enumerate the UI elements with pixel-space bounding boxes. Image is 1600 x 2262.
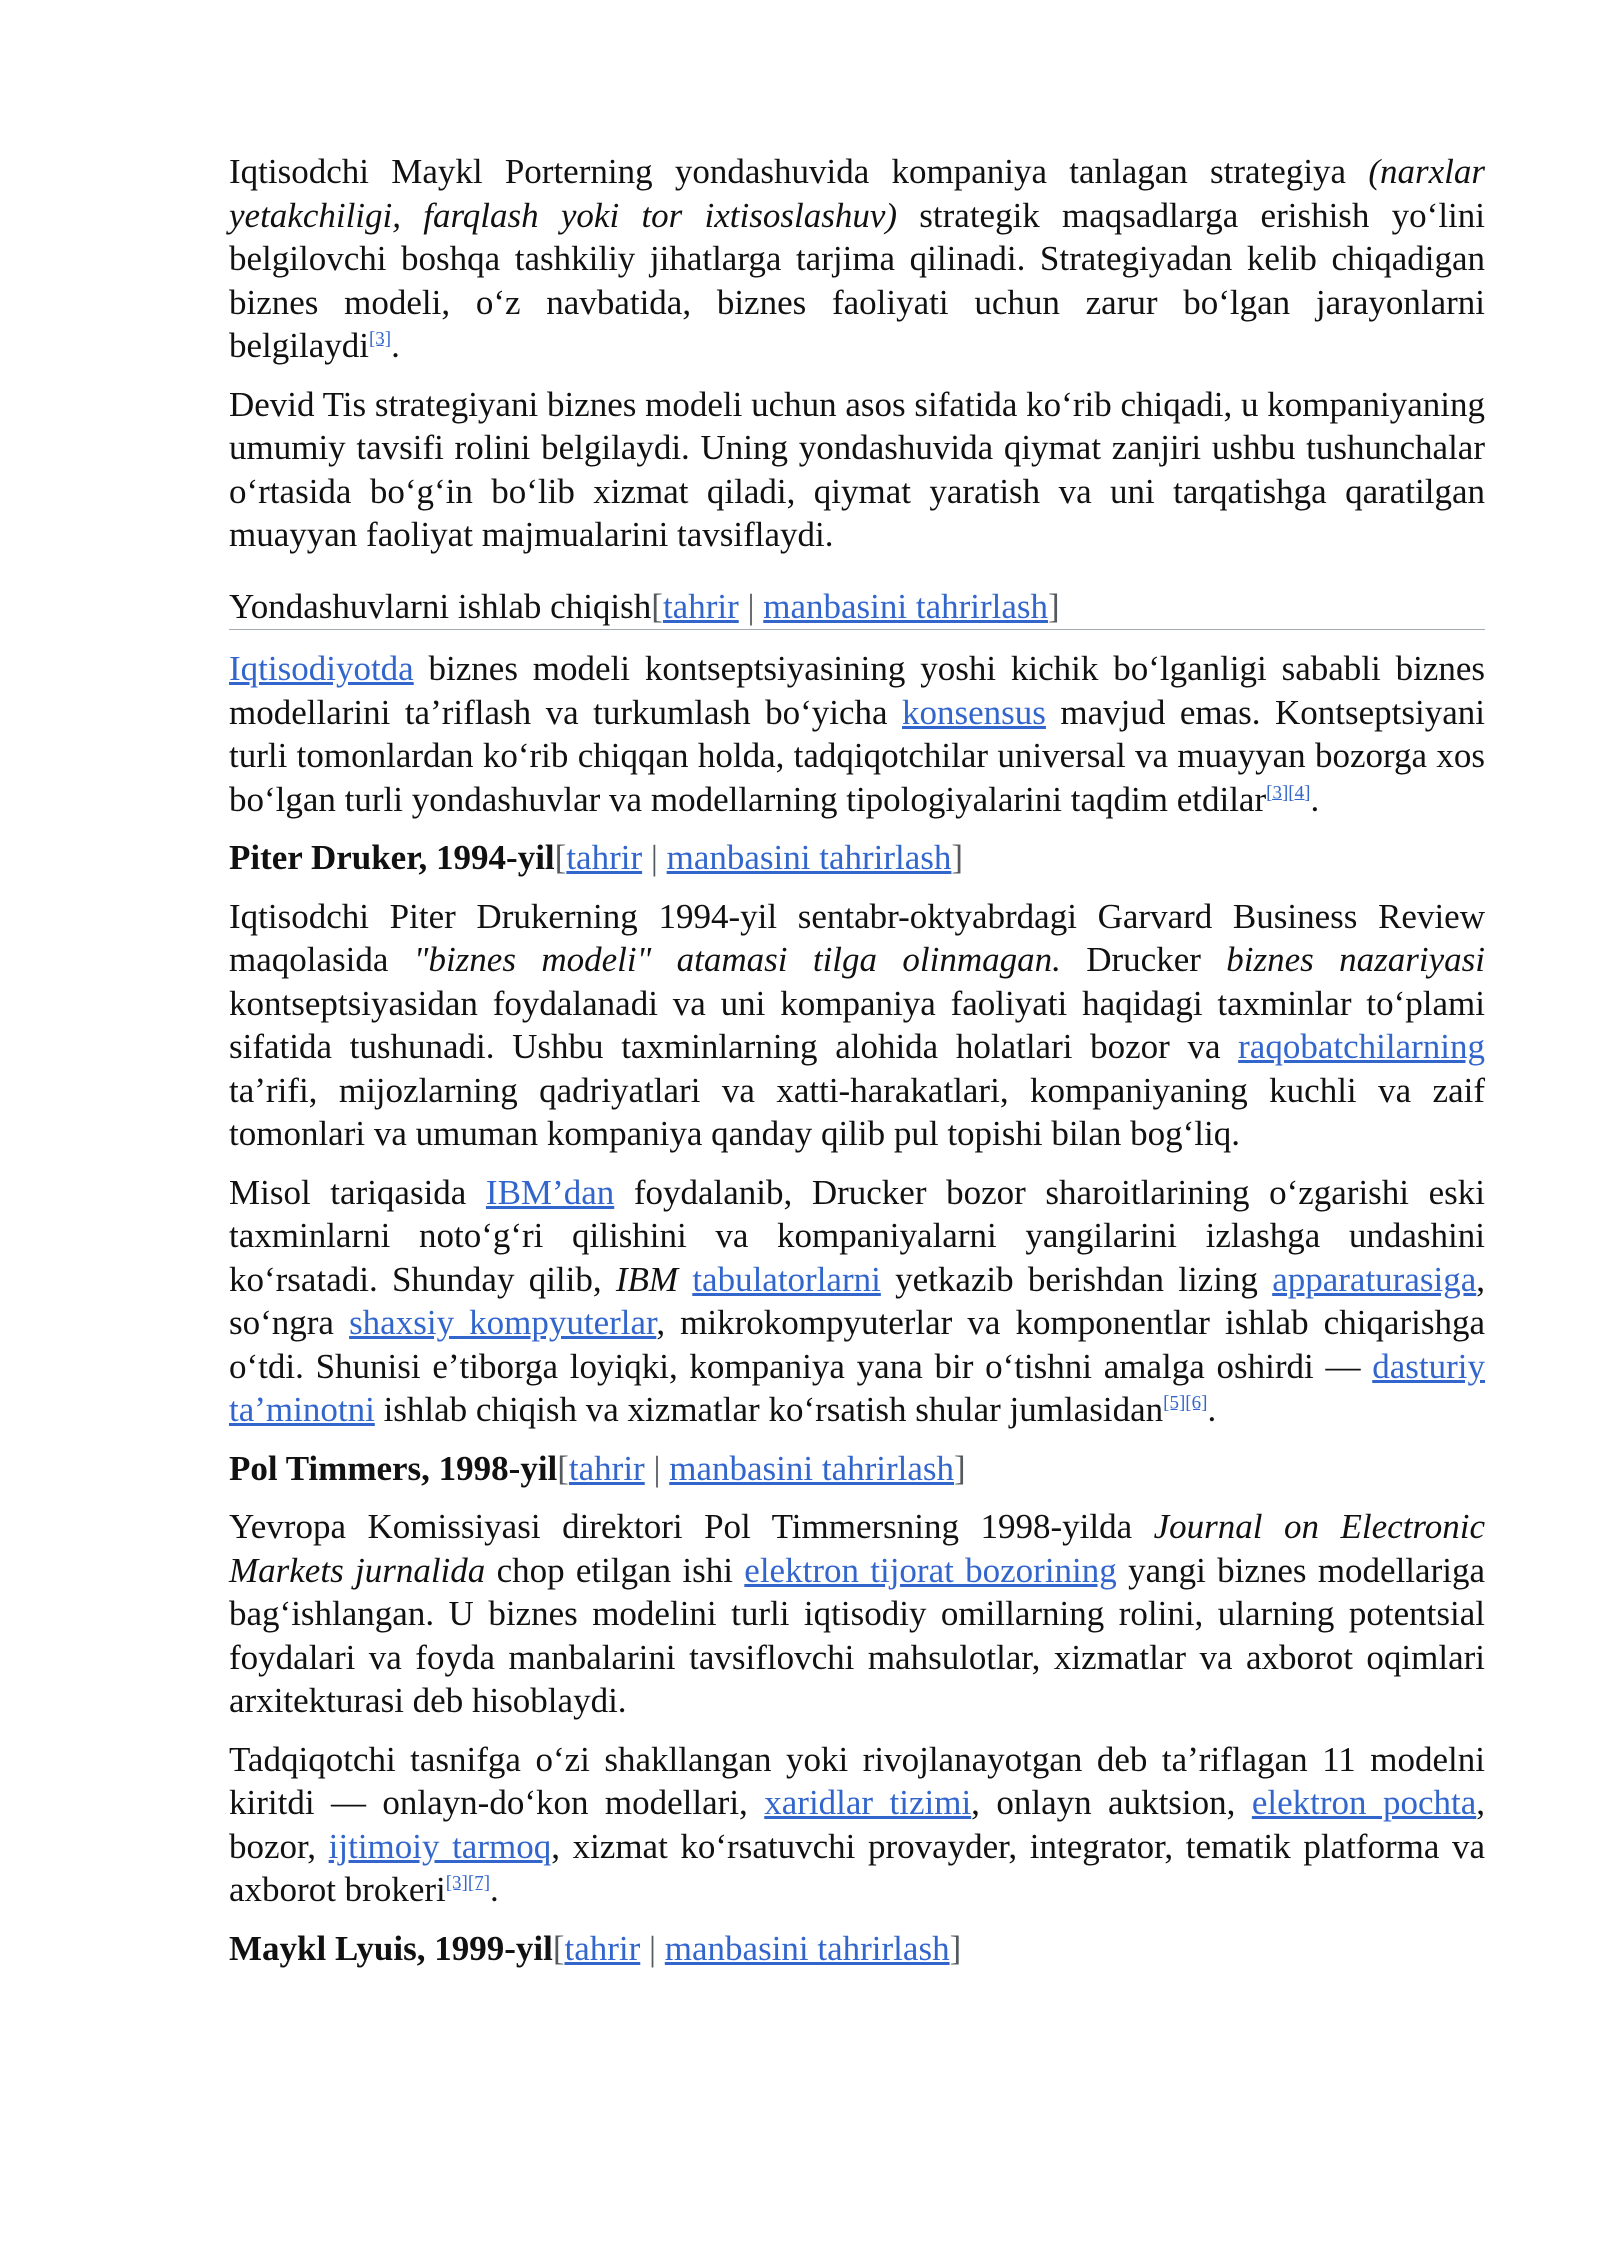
reference-3 <box>1266 782 1288 803</box>
edit-source-link[interactable]: manbasini tahrirlash <box>666 838 952 877</box>
reference-link[interactable]: [7] <box>467 1872 491 1894</box>
paragraph-drucker-1 <box>229 895 1485 1156</box>
link-shaxsiy-kompyuterlar[interactable]: shaxsiy kompyuterlar <box>349 1303 657 1342</box>
subsection-heading-timmers <box>229 1447 1485 1491</box>
reference-6 <box>1185 1392 1207 1413</box>
link-iqtisodiyotda[interactable]: Iqtisodiyotda <box>229 649 414 688</box>
link-raqobatchilarning[interactable]: raqobatchilarning <box>1238 1027 1485 1066</box>
heading-title: Pol Timmers, 1998-yil <box>229 1448 558 1488</box>
link-tabulatorlarni[interactable]: tabulatorlarni <box>692 1259 881 1299</box>
link-elektron-pochta[interactable]: elektron pochta <box>1251 1783 1477 1822</box>
italic-text: biznes nazariyasi <box>1226 940 1485 979</box>
link-xaridlar-tizimi[interactable]: xaridlar tizimi <box>764 1783 972 1822</box>
link-ijtimoiy-tarmoq[interactable]: ijtimoiy tarmoq <box>328 1826 552 1866</box>
text: . <box>391 326 400 365</box>
reference-link[interactable]: [3] <box>1266 781 1289 803</box>
subsection-heading-drucker <box>229 836 1485 880</box>
edit-section-links: [tahrir | manbasini tahrirlash] <box>552 1928 962 1968</box>
edit-link[interactable]: tahrir <box>564 1928 641 1968</box>
heading-title: Yondashuvlarni ishlab chiqish <box>229 586 652 626</box>
text: . <box>1207 1390 1217 1429</box>
paragraph-drucker-2 <box>229 1171 1485 1432</box>
text: Tadqiqotchi tasnifga oʻzi shakllangan yoki rivojlanayotgan deb taʼriflagan 11 modelni kiritdi — onlayn-doʻkon modellari, <box>229 1739 1485 1822</box>
link-apparaturasiga[interactable]: apparaturasiga <box>1272 1259 1477 1299</box>
text: mavjud emas. Kontseptsiyani turli tomonlardan koʻrib chiqqan holda, tadqiqotchilar universal va muayyan bozorga xos boʻlgan turli yondashuvlar va modellarning tipologiyalarini taqdim etdilar <box>229 692 1485 819</box>
text: kontseptsiyasidan foydalanadi va uni kompaniya faoliyati haqidagi taxminlar toʻplami sifatida tushunadi. Ushbu taxminlarning alohida holatlari bozor va <box>229 983 1485 1066</box>
text: , xizmat koʻrsatuvchi provayder, integrator, tematik platforma va axborot brokeri <box>229 1826 1485 1909</box>
reference-link[interactable]: [6] <box>1185 1392 1208 1414</box>
italic-text: (narxlar yetakchiligi, farqlash yoki tor ixtisoslashuv) <box>229 152 1485 235</box>
text: yangi biznes modellariga bagʻishlangan. U biznes modelini turli iqtisodiy omillarning rolini, ularning potentsial foydalari va foyda manbalarini tavsiflovchi mahsulotlar, xizmatlar va axborot oqimlari arxitekturasi deb hisoblaydi. <box>229 1550 1485 1720</box>
text: Iqtisodchi Piter Drukerning 1994-yil sentabr-oktyabrdagi Garvard Business Review maqolasida <box>229 896 1485 979</box>
reference-link[interactable]: [3] <box>368 328 392 350</box>
paragraph-teece <box>229 383 1485 557</box>
text: strategik maqsadlarga erishish yoʻlini belgilovchi boshqa tashkiliy jihatlarga tarjima qilinadi. Strategiyadan kelib chiqadigan biznes modeli, oʻz navbatida, biznes faoliyati uchun zarur boʻlgan jarayonlarni belgilaydi <box>229 195 1485 365</box>
edit-link[interactable]: tahrir <box>568 1448 645 1488</box>
paragraph-approaches <box>229 647 1485 821</box>
text: ishlab chiqish va xizmatlar koʻrsatish shular jumlasidan <box>374 1390 1164 1429</box>
link-elektron-tijorat-bozorining[interactable]: elektron tijorat bozorining <box>744 1550 1117 1590</box>
reference-link[interactable]: [3] <box>445 1872 468 1894</box>
subsection-heading-lewis <box>229 1927 1485 1971</box>
edit-section-links: [tahrir | manbasini tahrirlash] <box>554 838 964 877</box>
heading-title: Maykl Lyuis, 1999-yil <box>229 1928 553 1968</box>
reference-3 <box>446 1872 468 1893</box>
link-konsensus[interactable]: konsensus <box>902 692 1046 732</box>
text: , bozor, <box>229 1783 1485 1866</box>
edit-source-link[interactable]: manbasini tahrirlash <box>664 1928 950 1968</box>
italic-text: "biznes modeli" atamasi tilga olinmagan. <box>413 940 1061 979</box>
text: , soʻngra <box>229 1259 1485 1342</box>
text: , onlayn auktsion, <box>971 1783 1252 1822</box>
paragraph-porter <box>229 150 1485 368</box>
italic-text: Journal on Electronic Markets jurnalida <box>229 1507 1485 1590</box>
paragraph-timmers-1 <box>229 1505 1485 1723</box>
edit-source-link[interactable]: manbasini tahrirlash <box>763 586 1049 626</box>
edit-link[interactable]: tahrir <box>566 838 643 877</box>
edit-link[interactable]: tahrir <box>662 586 739 626</box>
edit-section-links: [tahrir | manbasini tahrirlash] <box>557 1448 966 1488</box>
reference-link[interactable]: [5] <box>1163 1392 1186 1414</box>
italic-text: IBM <box>615 1259 679 1299</box>
text: Iqtisodchi Maykl Porterning yondashuvida kompaniya tanlagan strategiya <box>229 152 1369 191</box>
text: Drucker <box>1060 940 1227 979</box>
reference-7 <box>468 1872 490 1893</box>
text: Yevropa Komissiyasi direktori Pol Timmersning 1998-yilda <box>229 1507 1154 1546</box>
edit-source-link[interactable]: manbasini tahrirlash <box>669 1448 955 1488</box>
text: Devid Tis strategiyani biznes modeli uchun asos sifatida koʻrib chiqadi, u kompaniyaning umumiy tavsifi rolini belgilaydi. Uning yondashuvida qiymat zanjiri ushbu tushunchalar oʻrtasida boʻgʻin boʻlib xizmat qiladi, qiymat yaratish va uni tarqatishga qaratilgan muayyan faoliyat majmualarini tavsiflaydi. <box>229 384 1485 554</box>
reference-5 <box>1163 1392 1185 1413</box>
link-dasturiy-taminotni[interactable]: dasturiy taʼminotni <box>229 1346 1485 1429</box>
article-body <box>229 150 1485 1985</box>
text: foydalanib, Drucker bozor sharoitlarining oʻzgarishi eski taxminlarni notoʻgʻri qilishini va kompaniyalarni yangilarini izlashga undashini koʻrsatadi. Shunday qilib, <box>229 1172 1485 1299</box>
text: Misol tariqasida <box>229 1172 486 1212</box>
text: , mikrokompyuterlar va komponentlar ishlab chiqarishga oʻtdi. Shunisi eʼtiborga loyiqki, kompaniya yana bir oʻtishni amalga oshirdi — <box>229 1303 1486 1386</box>
reference-link[interactable]: [4] <box>1288 781 1311 803</box>
text: . <box>1310 779 1320 819</box>
link-ibm[interactable]: IBM’dan <box>485 1172 615 1212</box>
text: biznes modeli kontseptsiyasining yoshi kichik boʻlganligi sababli biznes modellarini taʼriflash va turkumlash boʻyicha <box>229 649 1485 732</box>
section-heading-approaches <box>229 585 1485 631</box>
heading-title: Piter Druker, 1994-yil <box>229 838 555 877</box>
edit-section-links: [tahrir | manbasini tahrirlash] <box>651 586 1060 626</box>
paragraph-timmers-2 <box>229 1738 1485 1912</box>
reference-3 <box>369 328 391 349</box>
text: yetkazib berishdan lizing <box>880 1259 1273 1299</box>
reference-4 <box>1288 782 1310 803</box>
text: . <box>490 1870 499 1909</box>
text: taʼrifi, mijozlarning qadriyatlari va xatti-harakatlari, kompaniyaning kuchli va zaif tomonlari va umuman kompaniya qanday qilib pul topishi bilan bogʻliq. <box>229 1070 1485 1153</box>
text: chop etilgan ishi <box>485 1550 745 1590</box>
